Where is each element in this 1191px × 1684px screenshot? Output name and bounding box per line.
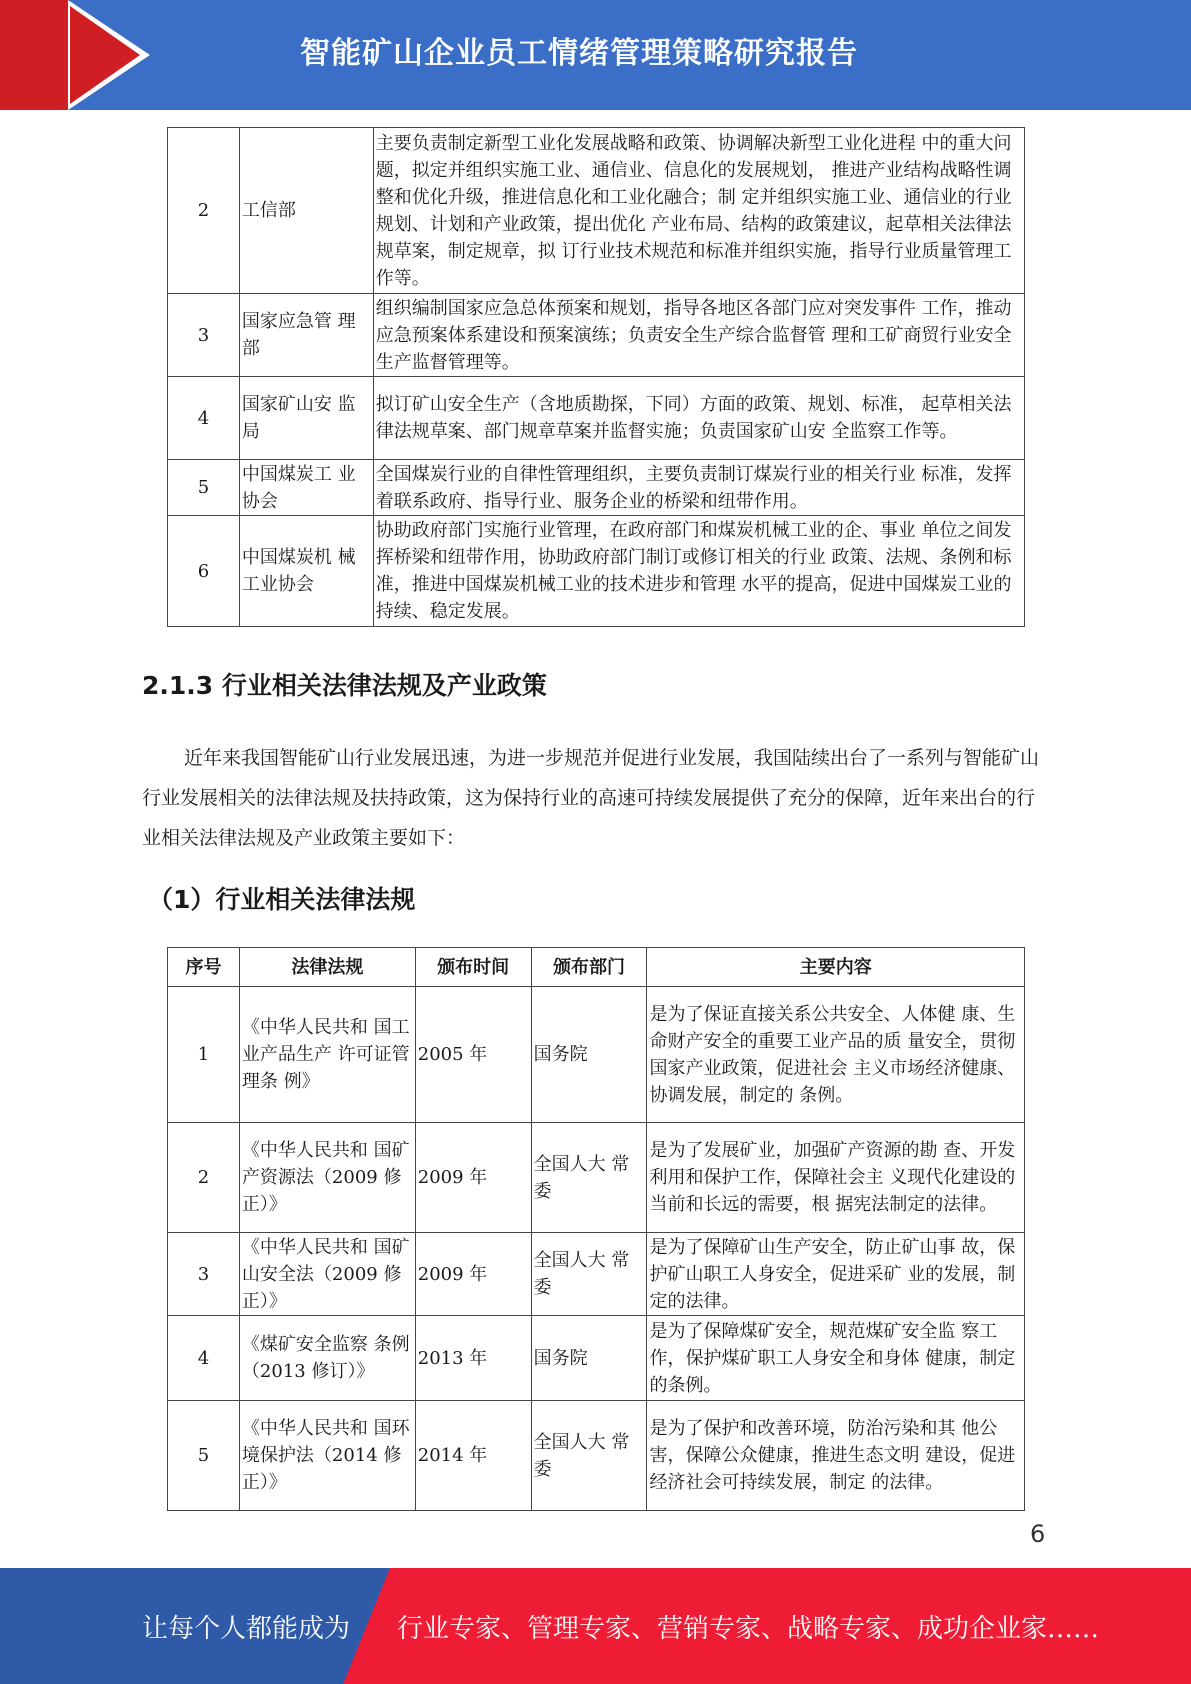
- row-number: 2: [168, 128, 240, 294]
- page-footer: [0, 1568, 1191, 1684]
- org-description: 组织编制国家应急总体预案和规划，指导各地区各部门应对突发事件 工作，推动应急预案体系建设和预案演练；负责安全生产综合监督管 理和工矿商贸行业安全生产监督管理等。: [373, 294, 1024, 377]
- table-row: [168, 987, 1025, 1123]
- org-name: 工信部: [239, 128, 373, 294]
- page-header: [0, 0, 1191, 110]
- law-name: 《中华人民共和 国矿产资源法（2009 修正）》: [239, 1123, 415, 1233]
- org-name: 国家应急管 理部: [239, 294, 373, 377]
- law-name: 《中华人民共和 国工业产品生产 许可证管理条 例》: [239, 987, 415, 1123]
- law-name: 《煤矿安全监察 条例（2013 修订）》: [239, 1316, 415, 1401]
- law-dept: 全国人大 常委: [531, 1123, 647, 1233]
- table-row: [168, 460, 1025, 516]
- footer-slogan-left: 让每个人都能成为: [142, 1614, 351, 1644]
- row-number: 5: [168, 460, 240, 516]
- row-number: 1: [168, 987, 240, 1123]
- table-row: [168, 377, 1025, 460]
- law-year: 2005 年: [415, 987, 531, 1123]
- law-dept: 全国人大 常委: [531, 1233, 647, 1316]
- org-name: 中国煤炭工 业协会: [239, 460, 373, 516]
- law-dept: 国务院: [531, 1316, 647, 1401]
- law-name: 《中华人民共和 国矿山安全法（2009 修正）》: [239, 1233, 415, 1316]
- law-year: 2009 年: [415, 1123, 531, 1233]
- page-number: 6: [1030, 1520, 1046, 1548]
- law-year: 2014 年: [415, 1401, 531, 1511]
- laws-table: [167, 947, 1025, 1511]
- org-name: 国家矿山安 监局: [239, 377, 373, 460]
- row-number: 4: [168, 1316, 240, 1401]
- table-row: [168, 1316, 1025, 1401]
- row-number: 3: [168, 1233, 240, 1316]
- org-description: 全国煤炭行业的自律性管理组织，主要负责制订煤炭行业的相关行业 标准，发挥着联系政府、指导行业、服务企业的桥梁和纽带作用。: [373, 460, 1024, 516]
- row-number: 4: [168, 377, 240, 460]
- footer-slogan-right: 行业专家、管理专家、营销专家、战略专家、成功企业家……: [397, 1614, 1100, 1644]
- col-header-dept: 颁布部门: [531, 948, 647, 987]
- org-description: 主要负责制定新型工业化发展战略和政策、协调解决新型工业化进程 中的重大问题，拟定并组织实施工业、通信业、信息化的发展规划， 推进产业结构战略性调整和优化升级，推进信息化和工业化融合；制 定并组织实施工业、通信业的行业规划、计划和产业政策，提出优化 产业布局、结构的政策建议，起草相关法律法规草案，制定规章，拟 订行业技术规范和标准并组织实施，指导行业质量管理工作等。: [373, 128, 1024, 294]
- header-red-block: [0, 0, 70, 110]
- table-row: [168, 1233, 1025, 1316]
- table-row: [168, 294, 1025, 377]
- table-row: [168, 516, 1025, 627]
- law-content: 是为了保障矿山生产安全，防止矿山事 故，保护矿山职工人身安全，促进采矿 业的发展，制定的法律。: [647, 1233, 1025, 1316]
- table-row: [168, 1123, 1025, 1233]
- subsection-heading: （1）行业相关法律法规: [148, 885, 416, 914]
- row-number: 2: [168, 1123, 240, 1233]
- org-name: 中国煤炭机 械工业协会: [239, 516, 373, 627]
- intro-paragraph: 近年来我国智能矿山行业发展迅速，为进一步规范并促进行业发展，我国陆续出台了一系列与智能矿山行业发展相关的法律法规及扶持政策，这为保持行业的高速可持续发展提供了充分的保障，近年来出台的行业相关法律法规及产业政策主要如下：: [142, 747, 1040, 849]
- regulators-table: [167, 127, 1025, 627]
- table-header-row: [168, 948, 1025, 987]
- law-dept: 全国人大 常委: [531, 1401, 647, 1511]
- col-header-content: 主要内容: [647, 948, 1025, 987]
- row-number: 3: [168, 294, 240, 377]
- table-row: [168, 128, 1025, 294]
- report-title: 智能矿山企业员工情绪管理策略研究报告: [300, 36, 858, 71]
- table-row: [168, 1401, 1025, 1511]
- law-year: 2009 年: [415, 1233, 531, 1316]
- header-chevron-inner: [70, 6, 140, 104]
- col-header-year: 颁布时间: [415, 948, 531, 987]
- law-dept: 国务院: [531, 987, 647, 1123]
- row-number: 6: [168, 516, 240, 627]
- law-content: 是为了发展矿业，加强矿产资源的勘 查、开发利用和保护工作，保障社会主 义现代化建设的当前和长远的需要，根 据宪法制定的法律。: [647, 1123, 1025, 1233]
- law-content: 是为了保障煤矿安全，规范煤矿安全监 察工作，保护煤矿职工人身安全和身体 健康，制定的条例。: [647, 1316, 1025, 1401]
- col-header-number: 序号: [168, 948, 240, 987]
- section-heading: 2.1.3 行业相关法律法规及产业政策: [142, 671, 547, 700]
- col-header-law: 法律法规: [239, 948, 415, 987]
- law-content: 是为了保证直接关系公共安全、人体健 康、生命财产安全的重要工业产品的质 量安全，贯彻国家产业政策，促进社会 主义市场经济健康、协调发展，制定的 条例。: [647, 987, 1025, 1123]
- law-content: 是为了保护和改善环境，防治污染和其 他公害，保障公众健康，推进生态文明 建设，促进经济社会可持续发展，制定 的法律。: [647, 1401, 1025, 1511]
- law-name: 《中华人民共和 国环境保护法（2014 修正）》: [239, 1401, 415, 1511]
- org-description: 拟订矿山安全生产（含地质勘探，下同）方面的政策、规划、标准， 起草相关法律法规草案、部门规章草案并监督实施；负责国家矿山安 全监察工作等。: [373, 377, 1024, 460]
- row-number: 5: [168, 1401, 240, 1511]
- law-year: 2013 年: [415, 1316, 531, 1401]
- org-description: 协助政府部门实施行业管理，在政府部门和煤炭机械工业的企、事业 单位之间发挥桥梁和纽带作用，协助政府部门制订或修订相关的行业 政策、法规、条例和标准，推进中国煤炭机械工业的技术进步和管理 水平的提高，促进中国煤炭工业的持续、稳定发展。: [373, 516, 1024, 627]
